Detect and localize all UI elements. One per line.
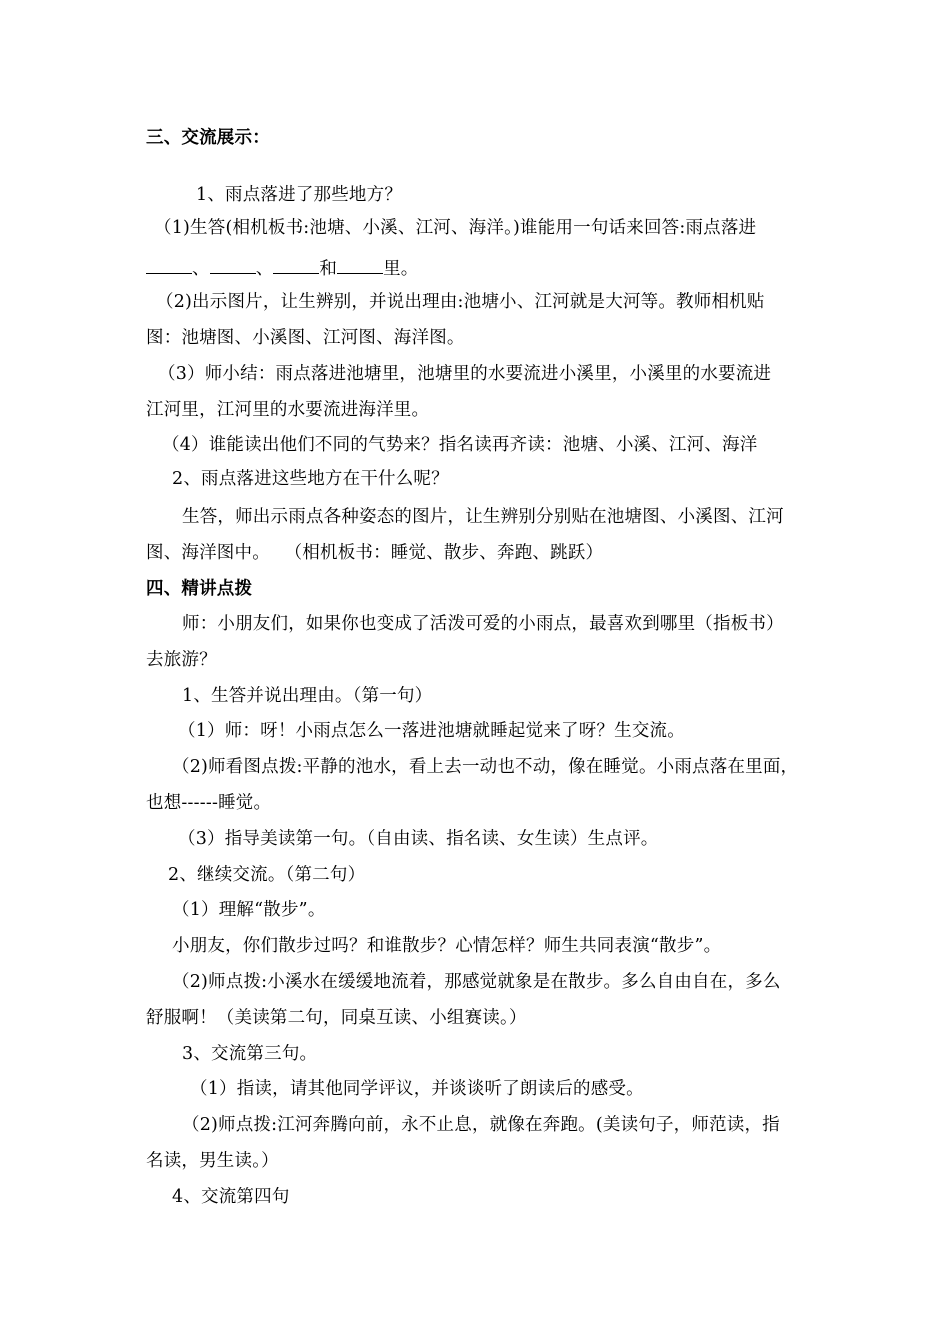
separator: 、 xyxy=(255,259,274,279)
fill-blank-4 xyxy=(337,255,383,274)
question-2: 2、雨点落进这些地方在干什么呢？ xyxy=(172,469,449,489)
step-2: 2、继续交流。（第二句） xyxy=(168,865,366,885)
intro-line-1: 师：小朋友们，如果你也变成了活泼可爱的小雨点，最喜欢到哪里（指板书） xyxy=(182,614,784,634)
step-3-item-1: （1）指读，请其他同学评议，并谈谈听了朗读后的感受。 xyxy=(190,1079,644,1099)
paragraph-4: （4）谁能读出他们不同的气势来？指名读再齐读：池塘、小溪、江河、海洋 xyxy=(162,435,758,455)
fill-blank-1 xyxy=(146,255,192,274)
step-3: 3、交流第三句。 xyxy=(182,1044,318,1064)
step-3-item-2-line-2: 名读，男生读。） xyxy=(146,1151,279,1171)
fill-blank-2 xyxy=(210,255,256,274)
paragraph-3-line-1: （3）师小结：雨点落进池塘里，池塘里的水要流进小溪里，小溪里的水要流进 xyxy=(158,364,772,384)
paragraph-3-line-2: 江河里，江河里的水要流进海洋里。 xyxy=(146,400,430,420)
step-1-item-1: （1）师：呀！小雨点怎么一落进池塘就睡起觉来了呀？生交流。 xyxy=(178,721,685,741)
question-1: 1、雨点落进了那些地方？ xyxy=(196,185,403,205)
step-2-item-1: （1）理解“散步”。 xyxy=(172,900,326,920)
step-2-item-2-line-2: 舒服啊！（美读第二句，同桌互读、小组赛读。） xyxy=(146,1008,527,1028)
step-1-item-2-line-2: 也想------睡觉。 xyxy=(146,793,272,813)
fill-blank-3 xyxy=(273,255,319,274)
section-3-heading: 三、交流展示： xyxy=(146,128,270,148)
section-4-heading: 四、精讲点拨 xyxy=(146,579,253,599)
step-2-item-2-line-1: （2)师点拨:小溪水在缓缓地流着，那感觉就象是在散步。多么自由自在，多么 xyxy=(172,972,781,992)
step-4: 4、交流第四句 xyxy=(172,1187,290,1207)
paragraph-2-line-1: （2)出示图片，让生辨别，并说出理由:池塘小、江河就是大河等。教师相机贴 xyxy=(156,292,765,312)
separator: 、 xyxy=(192,259,210,279)
paragraph-1-line-2 xyxy=(146,255,419,281)
step-1: 1、生答并说出理由。（第一句） xyxy=(182,686,433,706)
paragraph-1-line-1: （1)生答(相机板书:池塘、小溪、江河、海洋。)谁能用一句话来回答:雨点落进 xyxy=(154,218,757,238)
step-2-text: 小朋友，你们散步过吗？和谁散步？心情怎样？师生共同表演“散步”。 xyxy=(172,936,722,956)
paragraph-2-line-2: 图：池塘图、小溪图、江河图、海洋图。 xyxy=(146,328,465,348)
step-3-item-2-line-1: （2)师点拨:江河奔腾向前，永不止息，就像在奔跑。(美读句子，师范读，指 xyxy=(182,1115,780,1135)
paragraph-5-line-1: 生答，师出示雨点各种姿态的图片，让生辨别分别贴在池塘图、小溪图、江河 xyxy=(182,507,784,527)
step-1-item-2-line-1: （2)师看图点拨:平静的池水，看上去一动也不动，像在睡觉。小雨点落在里面， xyxy=(172,757,799,777)
separator: 和 xyxy=(319,259,338,279)
intro-line-2: 去旅游？ xyxy=(146,650,217,670)
line-end: 里。 xyxy=(383,259,419,279)
step-1-item-3: （3）指导美读第一句。（自由读、指名读、女生读）生点评。 xyxy=(178,829,659,849)
paragraph-5-line-2: 图、海洋图中。 （相机板书：睡觉、散步、奔跑、跳跃） xyxy=(146,543,604,563)
